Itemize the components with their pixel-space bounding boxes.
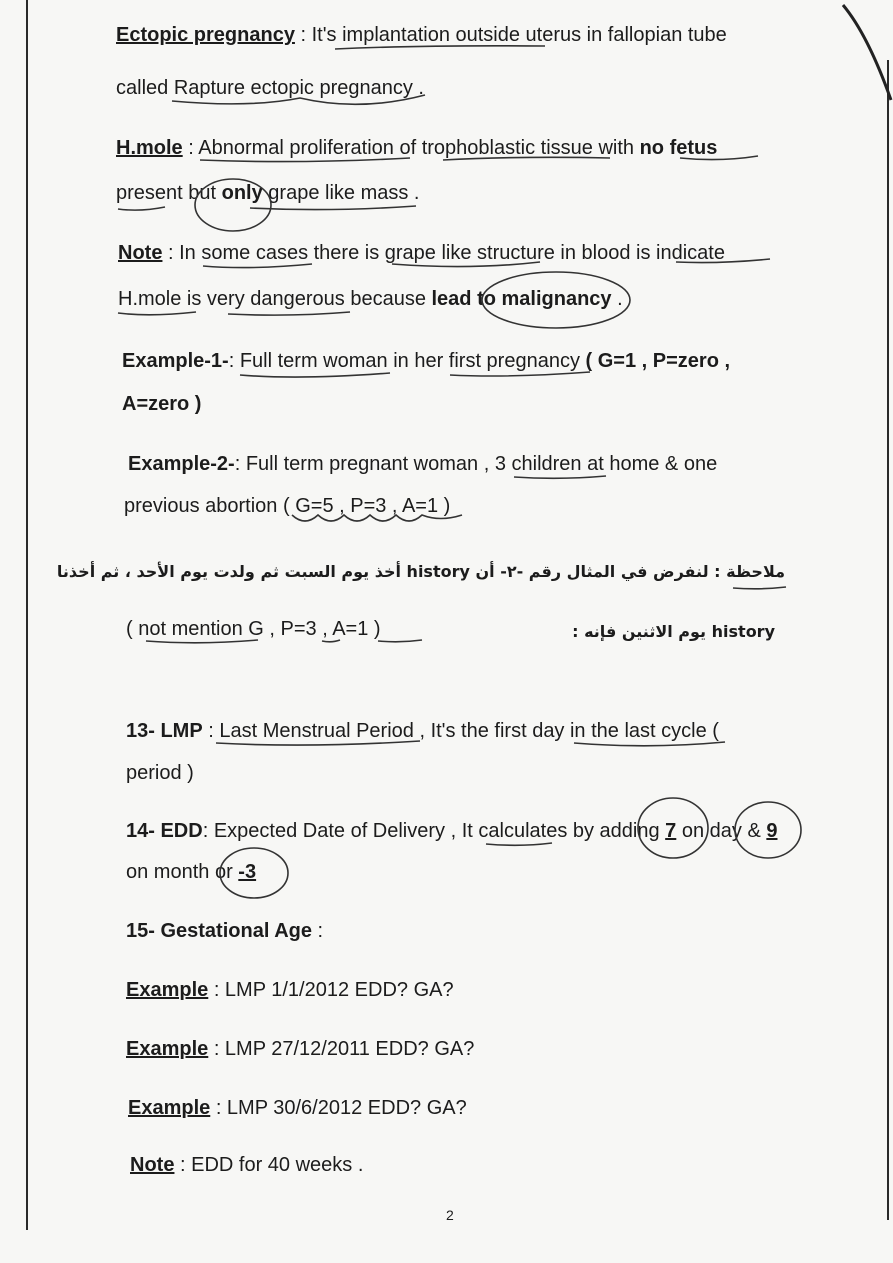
example1-line-2 [122, 391, 201, 417]
note1-line [118, 240, 725, 266]
lmp-line [126, 718, 719, 744]
edd-text1: : Expected Date of Delivery , It calculates by adding [202, 820, 666, 842]
edd2-number: -3 [238, 861, 257, 883]
edd-line [126, 818, 777, 844]
not-mention-line: ( not mention G , P=3 , A=1 ) [126, 618, 381, 640]
underline-very-dangerous [228, 312, 350, 315]
ectopic-text: : It's implantation outside uterus in fallopian tube [294, 24, 727, 46]
hmole-text: : Abnormal proliferation of trophoblastic tissue with [182, 137, 640, 159]
note2-text: : EDD for 40 weeks . [174, 1154, 364, 1176]
hmole-line [116, 135, 717, 161]
hmole-term: H.mole [116, 137, 183, 159]
edd-line-2 [126, 859, 256, 885]
hmole2-text1: present but [116, 182, 222, 204]
example2-text-2: previous abortion ( G=5 , P=3 , A=1 ) [124, 495, 451, 517]
lmp-line-2 [126, 760, 194, 786]
example2-line-2 [124, 493, 450, 519]
example-c-text: : LMP 30/6/2012 EDD? GA? [210, 1097, 467, 1119]
underline-hmole [118, 312, 196, 315]
ectopic-line-2 [116, 75, 424, 101]
edd-day-number: 7 [665, 820, 677, 842]
ga-text: : [311, 920, 324, 942]
note2-line [130, 1152, 363, 1178]
hmole2-text2: grape like mass . [262, 182, 420, 204]
ga-line [126, 918, 323, 944]
note1b-text2: . [611, 288, 623, 310]
lmp-label: 13- LMP [126, 720, 203, 742]
edd-label: 14- EDD [126, 820, 203, 842]
underline-grape [250, 206, 416, 210]
example1-line [122, 348, 730, 374]
example1-values-2: A=zero ) [122, 393, 202, 415]
example2-text: : Full term pregnant woman , 3 children at home & one [234, 453, 718, 475]
example-b-text: : LMP 27/12/2011 EDD? GA? [208, 1038, 475, 1060]
page-corner-fold [833, 0, 893, 110]
example-c-line [128, 1095, 467, 1121]
underline-a1 [378, 640, 422, 642]
note1-text: : In some cases there is grape like structure in blood is indicate [162, 242, 725, 264]
page-number: 2 [446, 1207, 454, 1223]
lmp-text-2: period ) [126, 762, 194, 784]
hmole2-bold: only [221, 182, 263, 204]
example-b-term: Example [126, 1038, 209, 1060]
example2-label: Example-2- [128, 453, 235, 475]
example2-line [128, 451, 717, 477]
example-c-term: Example [128, 1097, 211, 1119]
example1-label: Example-1- [122, 350, 229, 372]
example-a-term: Example [126, 979, 209, 1001]
ectopic-term: Ectopic pregnancy [116, 24, 295, 46]
page-right-edge [887, 60, 889, 1220]
hmole-bold: no fetus [639, 137, 718, 159]
example1-values: ( G=1 , P=zero , [585, 350, 731, 372]
example-a-text: : LMP 1/1/2012 EDD? GA? [208, 979, 454, 1001]
arabic-note-line-1: ملاحظة : لنفرض في المثال رقم -٢- أن history أخذ يوم السبت ثم ولدت يوم الأحد ، ثم أخذنا [56, 562, 785, 581]
hmole-line-2 [116, 180, 419, 206]
example-b-line [126, 1036, 474, 1062]
example1-text: : Full term woman in her first pregnancy [228, 350, 586, 372]
page-left-edge [26, 0, 28, 1230]
note1-line-2 [118, 286, 623, 312]
ectopic-text-2: called Rapture ectopic pregnancy . [116, 77, 424, 99]
edd-text2: on day & [676, 820, 767, 842]
note1b-bold: lead to malignancy [431, 288, 612, 310]
note1-term: Note [118, 242, 163, 264]
underline-present [118, 207, 165, 210]
lmp-text: : Last Menstrual Period , It's the first day in the last cycle ( [202, 720, 719, 742]
note2-term: Note [130, 1154, 175, 1176]
edd2-text1: on month or [126, 861, 239, 883]
example-a-line [126, 977, 454, 1003]
note1b-text1: H.mole is very dangerous because [118, 288, 432, 310]
ectopic-line [116, 22, 727, 48]
edd-month-number: 9 [766, 820, 778, 842]
arabic-note-line-2: history يوم الاثنين فإنه : [572, 622, 775, 641]
underline-arabic-note [733, 587, 786, 589]
ga-label: 15- Gestational Age [126, 920, 312, 942]
